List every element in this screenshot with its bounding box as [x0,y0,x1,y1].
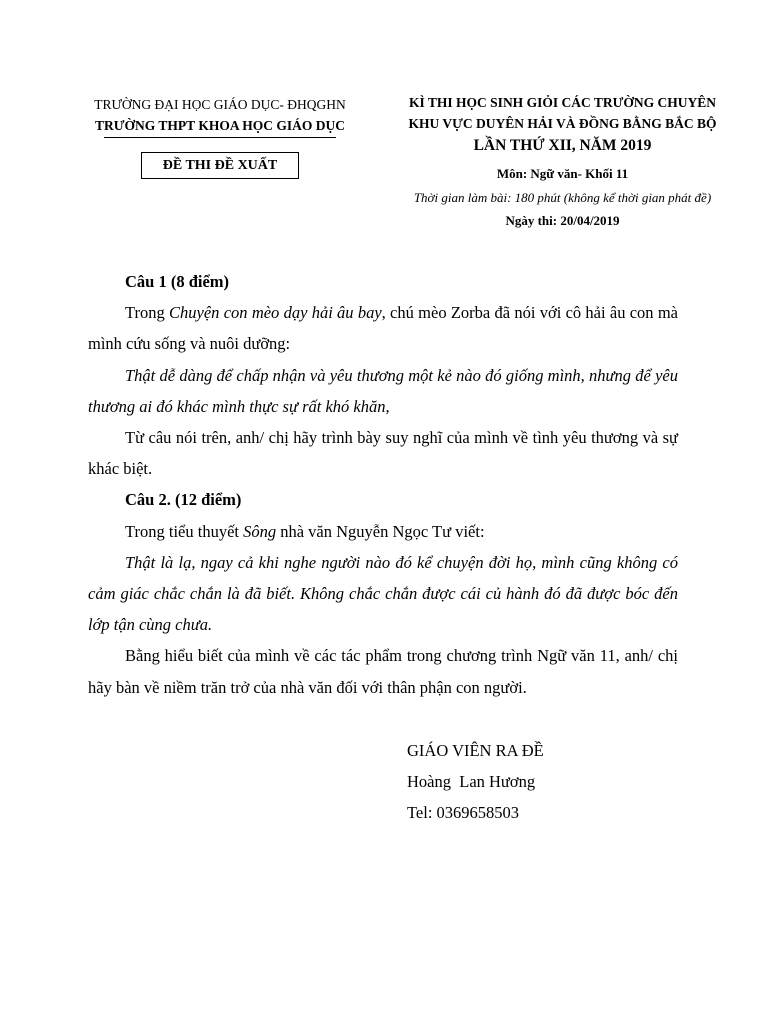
question2-intro-end: nhà văn Nguyễn Ngọc Tư viết: [276,521,485,541]
school-name: TRƯỜNG THPT KHOA HỌC GIÁO DỤC [95,118,345,133]
question1-intro [88,297,678,359]
question2-intro [88,516,678,547]
question2-title: Câu 2. (12 điểm) [125,490,242,510]
school-underline [104,137,336,138]
exam-body [88,266,678,703]
university-name: TRƯỜNG ĐẠI HỌC GIÁO DỤC- ĐHQGHN [94,97,346,112]
question1-title: Câu 1 (8 điểm) [125,272,230,291]
question1-quote: Thật dễ dàng để chấp nhận và yêu thương một kẻ nào đó giống mình, nhưng để yêu thương ai đó khác mình thực sự rất khó khăn, [88,365,678,416]
teacher-name: Hoàng Lan Hương [407,772,536,791]
exam-date: Ngày thi: 20/04/2019 [505,213,620,228]
header-left [70,94,370,179]
question1-intro-end: , chú mèo Zorba đã nói với cô hải âu con mà mình cứu sống và nuôi dưỡng: [88,303,678,354]
teacher-phone: Tel: 0369658503 [407,803,520,822]
teacher-role: GIÁO VIÊN RA ĐỀ [407,741,544,760]
question2-quote: Thật là lạ, ngay cả khi nghe người nào đó kể chuyện đời họ, mình cũng không có cảm giác chắc chắn là đã biết. Không chắc chắn được cái củ hành đó đã được bóc đến lớp tận cùng chưa. [88,552,678,635]
header-right [375,92,750,231]
question1-intro-start: Trong [125,303,170,323]
question2-prompt: Bằng hiểu biết của mình về các tác phẩm trong chương trình Ngữ văn 11, anh/ chị hãy bàn về niềm trăn trở của nhà văn đối với thân phận con người. [88,646,678,697]
question2-book-title: Sông [243,521,277,541]
question2-intro-start: Trong tiểu thuyết [125,521,244,541]
signature-block [407,735,544,828]
exam-duration: Thời gian làm bài: 180 phút (không kể thời gian phát đề) [413,190,712,205]
question1-prompt: Từ câu nói trên, anh/ chị hãy trình bày suy nghĩ của mình về tình yêu thương và sự khác biệt. [88,428,678,479]
exam-title-line3: LẦN THỨ XII, NĂM 2019 [473,137,652,154]
exam-subject: Môn: Ngữ văn- Khối 11 [496,166,629,181]
proposal-label: ĐỀ THI ĐỀ XUẤT [141,152,299,179]
exam-title-line1: KÌ THI HỌC SINH GIỎI CÁC TRƯỜNG CHUYÊN [409,95,716,110]
exam-title-line2: KHU VỰC DUYÊN HẢI VÀ ĐỒNG BẰNG BẮC BỘ [408,116,717,131]
question1-book-title: Chuyện con mèo dạy hải âu bay [169,303,382,323]
